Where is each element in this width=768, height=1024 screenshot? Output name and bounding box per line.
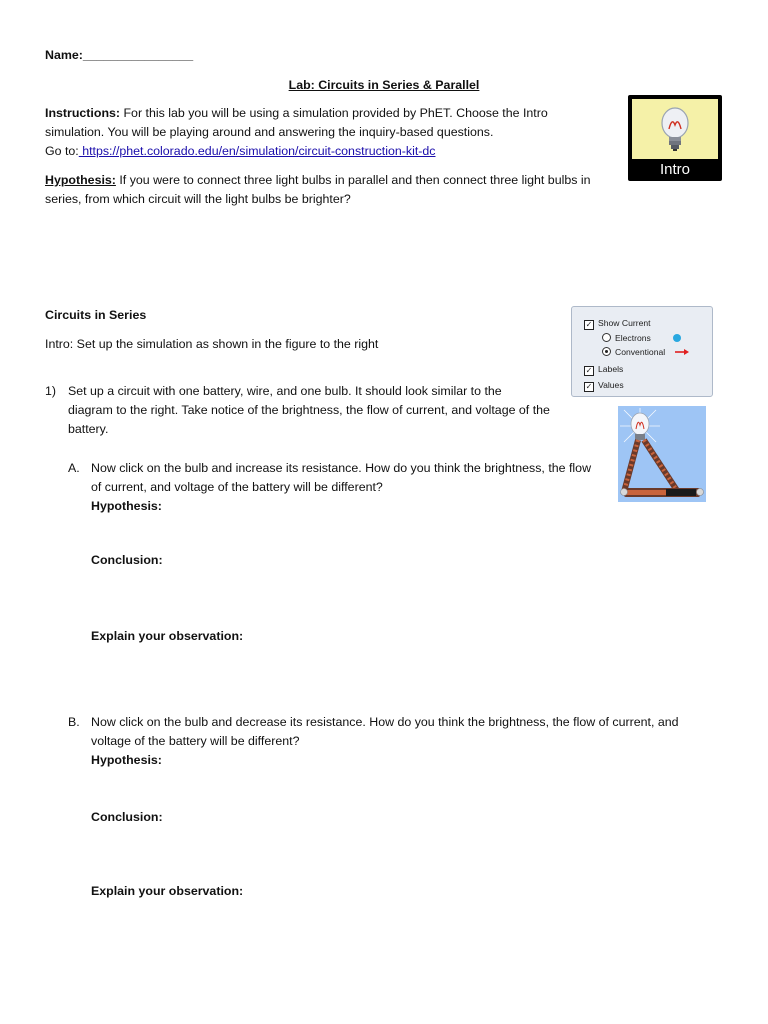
question-a	[91, 459, 616, 516]
question-b	[91, 713, 721, 770]
question-b-text-2: voltage of the battery will be different?	[91, 734, 300, 748]
goto-label: Go to:	[45, 144, 79, 158]
bulb-image	[632, 99, 718, 159]
values-option[interactable]	[584, 378, 624, 392]
labels-option[interactable]	[584, 362, 623, 376]
show-current-panel	[571, 306, 713, 397]
conventional-label: Conventional	[615, 347, 666, 357]
hypothesis-text-2: series, from which circuit will the light bulbs be brighter?	[45, 192, 351, 206]
checkbox-checked-icon: ✓	[585, 382, 593, 391]
electrons-label: Electrons	[615, 333, 651, 343]
current-arrow-icon	[674, 346, 690, 360]
question-a-conclusion-label: Conclusion:	[91, 553, 163, 567]
question-a-letter: A.	[68, 461, 80, 475]
electron-icon	[673, 334, 681, 342]
page-title: Lab: Circuits in Series & Parallel	[288, 78, 480, 92]
checkbox-checked-icon: ✓	[585, 366, 593, 375]
question-b-hypothesis-label: Hypothesis:	[91, 753, 162, 767]
instructions-block	[45, 104, 605, 161]
question-a-explain-label: Explain your observation:	[91, 629, 244, 643]
show-current-option[interactable]	[584, 316, 651, 330]
phet-link[interactable]: https://phet.colorado.edu/en/simulation/circuit-construction-kit-dc	[78, 144, 436, 158]
electrons-option[interactable]	[602, 331, 681, 345]
question-a-hypothesis-label: Hypothesis:	[91, 499, 162, 513]
values-label: Values	[598, 380, 624, 390]
instructions-text-2: simulation. You will be playing around and answering the inquiry-based questions.	[45, 125, 494, 139]
intro-label: Intro	[659, 161, 690, 178]
section-intro: Intro: Set up the simulation as shown in the figure to the right	[45, 337, 379, 351]
name-field-label: Name:________________	[45, 48, 194, 62]
question-1-text-1: Set up a circuit with one battery, wire, and one bulb. It should look similar to the	[68, 384, 502, 398]
hypothesis-block	[45, 171, 625, 209]
question-1-text-2: diagram to the right. Take notice of the brightness, the flow of current, and voltage of the	[68, 403, 550, 417]
question-1	[68, 382, 578, 439]
section-heading: Circuits in Series	[45, 308, 147, 322]
instructions-text-1: For this lab you will be using a simulation provided by PhET. Choose the Intro	[120, 106, 548, 120]
question-b-explain-label: Explain your observation:	[91, 884, 244, 898]
radio-selected-icon	[602, 347, 611, 356]
question-b-text-1: Now click on the bulb and decrease its resistance. How do you think the brightness, the flow of current, and	[91, 715, 679, 729]
question-b-conclusion-label: Conclusion:	[91, 810, 163, 824]
hypothesis-label: Hypothesis:	[45, 173, 116, 187]
conventional-option[interactable]	[602, 345, 690, 360]
hypothesis-text-1: If you were to connect three light bulbs in parallel and then connect three light bulbs in	[115, 173, 591, 187]
question-a-text-1: Now click on the bulb and increase its resistance. How do you think the brightness, the flow	[91, 461, 592, 475]
question-a-text-2: of current, and voltage of the battery will be different?	[91, 480, 383, 494]
question-1-text-3: battery.	[68, 422, 109, 436]
question-b-letter: B.	[68, 715, 80, 729]
intro-simulation-thumbnail[interactable]	[628, 95, 722, 181]
circuit-diagram-image	[618, 406, 706, 502]
checkbox-checked-icon: ✓	[585, 320, 593, 329]
radio-unselected-icon	[602, 333, 611, 342]
instructions-label: Instructions:	[45, 106, 121, 120]
labels-label: Labels	[598, 364, 624, 374]
question-1-number: 1)	[45, 384, 57, 398]
show-current-label: Show Current	[598, 318, 651, 328]
